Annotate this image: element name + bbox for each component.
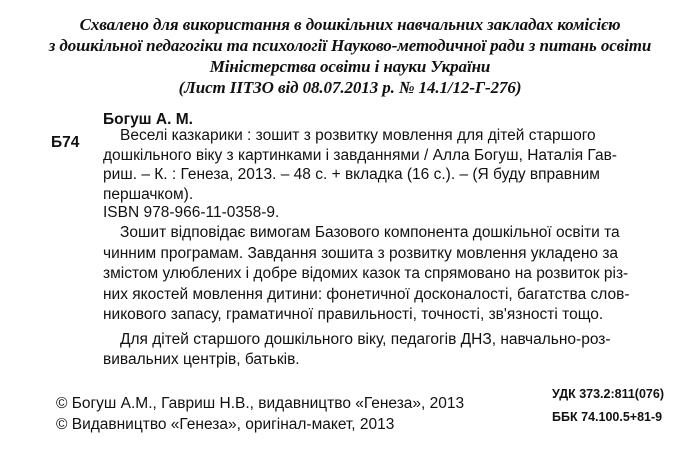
catalog-author: Богуш А. М.: [103, 111, 193, 128]
annotation: [103, 223, 663, 371]
isbn: ISBN 978-966-11-0358-9.: [103, 204, 280, 221]
catalog-index: Б74: [51, 134, 80, 151]
udk-code: УДК 373.2:811(076): [552, 387, 664, 401]
approval-line: Міністерства освіти і науки України: [209, 57, 491, 76]
description-line: дошкільного віку з картинками і завданнями / Алла Богуш, Наталія Гав-: [103, 146, 617, 164]
annotation-line: вивальних центрів, батьків.: [103, 351, 300, 368]
annotation-line: Для дітей старшого дошкільного віку, педагогів ДНЗ, навчально-роз-: [120, 330, 611, 348]
annotation-paragraph-1: [103, 223, 663, 326]
description-line: першачком).: [103, 185, 194, 203]
annotation-line: них якостей мовлення дитини: фонетичної досконалості, багатства слов-: [103, 285, 630, 303]
copyright-line: © Богуш А.М., Гавриш Н.В., видавництво «Генеза», 2013: [56, 395, 465, 412]
annotation-line: чинним програмам. Завдання зошита з розвитку мовлення укладено за: [103, 244, 619, 262]
annotation-line: змістом улюблених і добре відомих казок та спрямовано на розвиток різ-: [103, 265, 629, 282]
approval-line: з дошкільної педагогіки та психології Науково-методичної ради з питань освіти: [48, 36, 652, 55]
bbk-code: ББК 74.100.5+81-9: [552, 410, 663, 424]
approval-notice: [0, 14, 700, 98]
annotation-line: Зошит відповідає вимогам Базового компонента дошкільної освіти та: [120, 224, 620, 241]
description-line: Веселі казкарики : зошит з розвитку мовлення для дітей старшого: [120, 127, 596, 144]
copyright-line: © Видавництво «Генеза», оригінал-макет, 2013: [56, 416, 395, 433]
annotation-line: никового запасу, граматичної правильності, точності, зв'язності тощо.: [103, 306, 604, 323]
copyright-block: [56, 393, 464, 435]
annotation-paragraph-2: [103, 330, 663, 371]
classification-codes: [552, 383, 664, 429]
description-line: риш. – К. : Генеза, 2013. – 48 с. + вкладка (16 с.). – (Я буду вправним: [103, 166, 600, 183]
approval-line: (Лист ІІТЗО від 08.07.2013 р. № 14.1/12-Г-276): [178, 78, 522, 97]
approval-line: Схвалено для використання в дошкільних навчальних закладах комісією: [79, 15, 621, 34]
catalog-description: [103, 126, 623, 204]
